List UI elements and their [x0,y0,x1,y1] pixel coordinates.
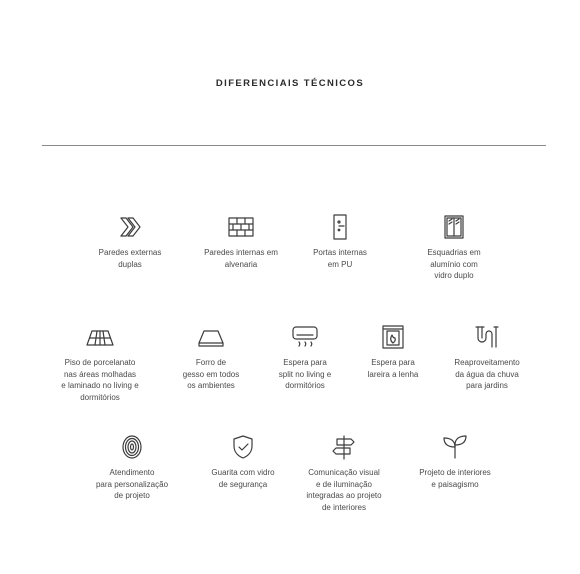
security-shield-icon [228,433,258,461]
feature-landscaping [400,433,510,490]
feature-label: Portas internas em PU [313,248,367,269]
feature-window [399,213,509,282]
water-pipe-icon [472,323,502,351]
divider [42,145,546,146]
brick-wall-icon [226,213,256,241]
feature-door [285,213,395,270]
feature-rainwater [432,323,542,392]
feature-label: Paredes internas em alvenaria [204,248,278,269]
feature-signage [289,433,399,513]
feature-label: Reaproveitamento da água da chuva para jardins [454,358,520,390]
feature-double-wall [75,213,185,270]
ceiling-plaster-icon [196,323,226,351]
window-frame-icon [439,213,469,241]
feature-label: Piso de porcelanato nas áreas molhadas e laminado no living e dormitórios [61,358,139,402]
page-title: DIFERENCIAIS TÉCNICOS [215,78,365,89]
feature-label: Comunicação visual e de iluminação integradas ao projeto de interiores [306,468,382,512]
fireplace-icon [378,323,408,351]
feature-label: Espera para split no living e dormitórios [278,358,332,390]
feature-label: Atendimento para personalização de projeto [95,468,169,500]
door-handle-icon [325,213,355,241]
feature-label: Esquadrias em alumínio com vidro duplo [427,248,481,280]
feature-label: Espera para lareira a lenha [367,358,419,379]
double-wall-icon [115,213,145,241]
air-conditioner-icon [290,323,320,351]
floor-tiles-icon [85,323,115,351]
signpost-icon [329,433,359,461]
feature-label: Paredes externas duplas [98,248,162,269]
feature-label: Guarita com vidro de segurança [211,468,275,489]
plant-sprout-icon [440,433,470,461]
feature-label: Forro de gesso em todos os ambientes [182,358,240,390]
feature-personalization [77,433,187,502]
fingerprint-icon [117,433,147,461]
feature-label: Projeto de interiores e paisagismo [419,468,491,489]
feature-security [188,433,298,490]
feature-floor [45,323,155,403]
feature-brick-wall [186,213,296,270]
